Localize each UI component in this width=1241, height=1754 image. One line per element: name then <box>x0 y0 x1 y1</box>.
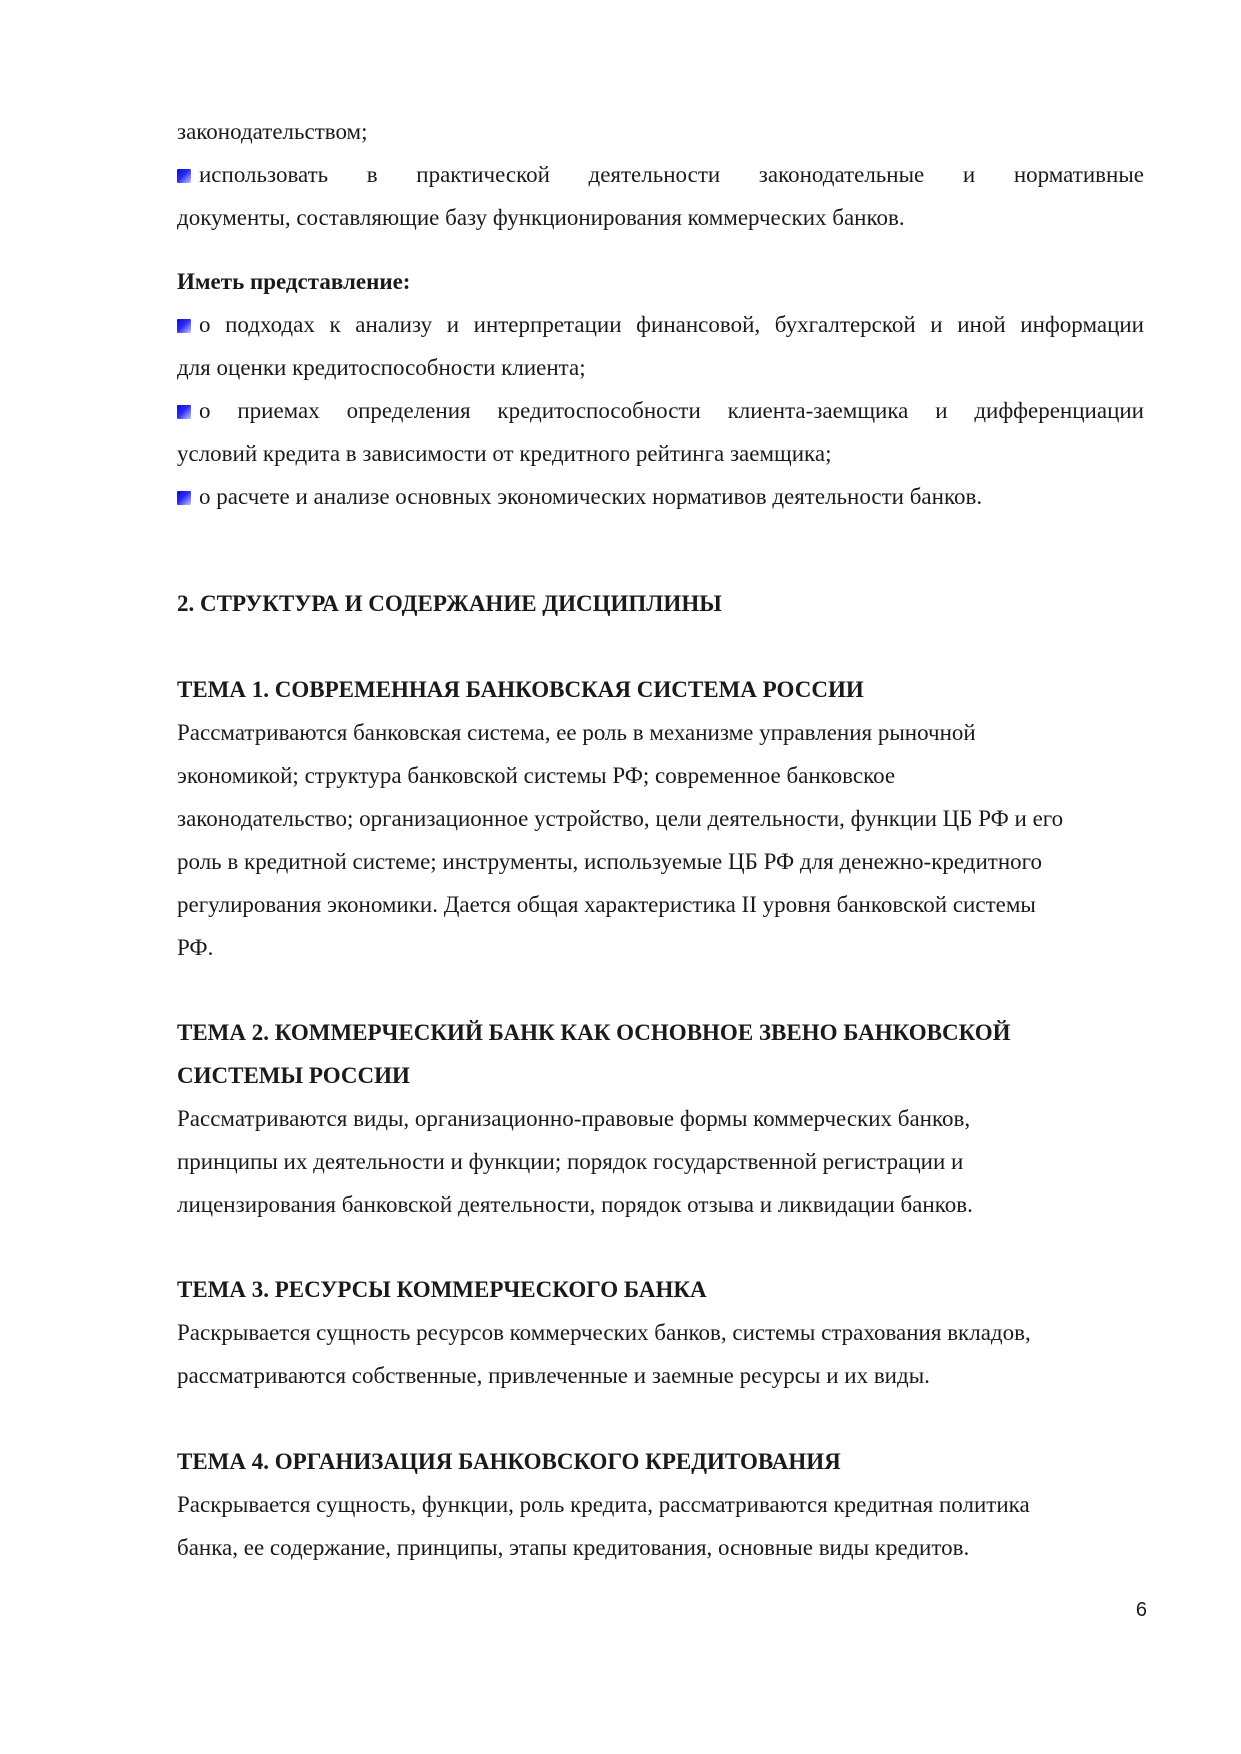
topic-4-body-line: Раскрывается сущность, функции, роль кредита, рассматриваются кредитная политика <box>177 1492 1030 1517</box>
topic-3-title: ТЕМА 3. РЕСУРСЫ КОММЕРЧЕСКОГО БАНКА <box>177 1277 707 1302</box>
have-idea-item-2-line-2: условий кредита в зависимости от кредитного рейтинга заемщика; <box>177 441 832 466</box>
topic-1-title: ТЕМА 1. СОВРЕМЕННАЯ БАНКОВСКАЯ СИСТЕМА РОССИИ <box>177 677 864 702</box>
topic-2-body-line: Рассматриваются виды, организационно-правовые формы коммерческих банков, <box>177 1106 971 1131</box>
topic-2-body-line: лицензирования банковской деятельности, порядок отзыва и ликвидации банков. <box>177 1192 973 1217</box>
topic-4 <box>177 1440 1144 1569</box>
square-bullet-icon <box>177 405 191 419</box>
topic-2 <box>177 1011 1144 1226</box>
square-bullet-icon <box>177 319 191 333</box>
page-number: 6 <box>1135 1599 1147 1621</box>
topic-1-body-line: законодательство; организационное устройство, цели деятельности, функции ЦБ РФ и его <box>177 806 1064 831</box>
bullet-use-docs <box>177 153 1144 239</box>
topic-3-body-line: рассматриваются собственные, привлеченные и заемные ресурсы и их виды. <box>177 1363 930 1388</box>
topic-1-body-line: Рассматриваются банковская система, ее роль в механизме управления рыночной <box>177 720 976 745</box>
section-2-heading-block <box>177 582 1144 625</box>
have-idea-item-2 <box>177 389 1144 475</box>
topic-2-title-line-2: СИСТЕМЫ РОССИИ <box>177 1063 410 1088</box>
have-idea-item-1-line-1 <box>177 303 1144 346</box>
have-idea-item-3-line-1 <box>177 475 1144 518</box>
topic-1-body-line: РФ. <box>177 935 214 960</box>
topic-1 <box>177 668 1144 969</box>
have-idea-item-1 <box>177 303 1144 389</box>
bullet-use-docs-line-1 <box>177 153 1144 196</box>
square-bullet-icon <box>177 491 191 505</box>
topic-4-body-line: банка, ее содержание, принципы, этапы кредитования, основные виды кредитов. <box>177 1535 970 1560</box>
continuation-block <box>177 110 1144 153</box>
topic-1-body-line: регулирования экономики. Дается общая характеристика II уровня банковской системы <box>177 892 1036 917</box>
topic-1-body-line: роль в кредитной системе; инструменты, используемые ЦБ РФ для денежно-кредитного <box>177 849 1043 874</box>
have-idea-item-2-text-1: о приемах определения кредитоспособности клиента-заемщика и дифференциации <box>199 398 1144 423</box>
have-idea-item-2-line-1 <box>177 389 1144 432</box>
bullet-use-docs-line-2: документы, составляющие базу функционирования коммерческих банков. <box>177 205 905 230</box>
have-idea-item-1-text-1: о подходах к анализу и интерпретации финансовой, бухгалтерской и иной информации <box>199 312 1144 337</box>
topic-4-title: ТЕМА 4. ОРГАНИЗАЦИЯ БАНКОВСКОГО КРЕДИТОВАНИЯ <box>177 1449 841 1474</box>
topic-2-title-line-1: ТЕМА 2. КОММЕРЧЕСКИЙ БАНК КАК ОСНОВНОЕ ЗВЕНО БАНКОВСКОЙ <box>177 1020 1011 1045</box>
topic-2-body-line: принципы их деятельности и функции; порядок государственной регистрации и <box>177 1149 964 1174</box>
section-2-heading: 2. СТРУКТУРА И СОДЕРЖАНИЕ ДИСЦИПЛИНЫ <box>177 591 722 616</box>
have-idea-item-3-text-1: о расчете и анализе основных экономических нормативов деятельности банков. <box>199 484 983 509</box>
topic-3 <box>177 1268 1144 1397</box>
square-bullet-icon <box>177 169 191 183</box>
continuation-line: законодательством; <box>177 119 368 144</box>
topic-1-body-line: экономикой; структура банковской системы РФ; современное банковское <box>177 763 896 788</box>
topic-3-body-line: Раскрывается сущность ресурсов коммерческих банков, системы страхования вкладов, <box>177 1320 1031 1345</box>
have-idea-item-3 <box>177 475 1144 518</box>
bullet-use-docs-text-1: использовать в практической деятельности законодательные и нормативные <box>199 162 1144 187</box>
have-idea-item-1-line-2: для оценки кредитоспособности клиента; <box>177 355 586 380</box>
have-idea-heading: Иметь представление: <box>177 269 411 294</box>
have-idea-heading-block <box>177 260 1144 303</box>
